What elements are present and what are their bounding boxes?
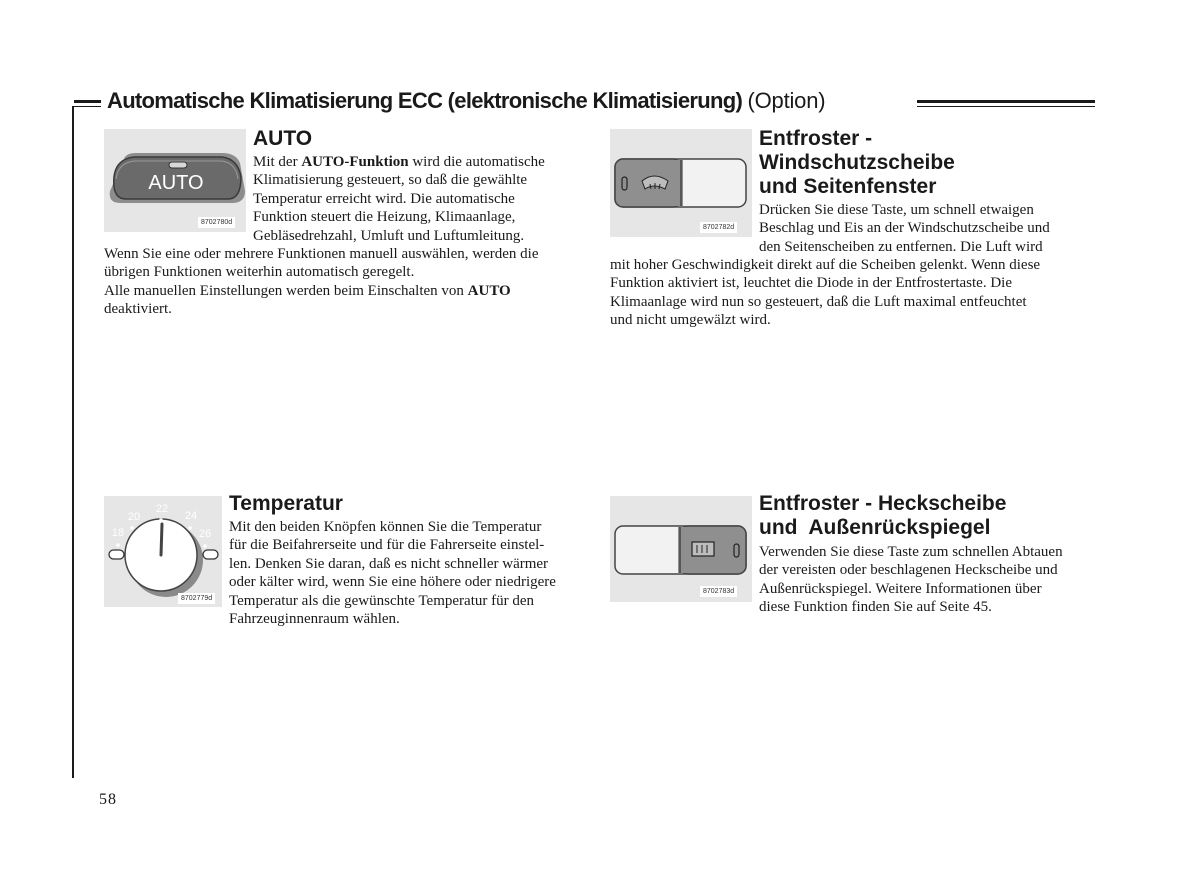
heading-line: Windschutzscheibe: [759, 151, 955, 174]
title-rule-left: [74, 100, 101, 107]
text-line: Mit den beiden Knöpfen können Sie die Temperatur: [229, 519, 542, 535]
temperature-dial-illustration: [104, 496, 222, 607]
text-line: übrigen Funktionen weiterhin automatisch geregelt.: [104, 264, 415, 281]
text-line: Beschlag und Eis an der Windschutzscheibe und: [759, 220, 1050, 237]
dial-value-24: 24: [184, 510, 198, 522]
dial-value-18: 18: [111, 527, 125, 539]
text-line: Drücken Sie diese Taste, um schnell etwaigen: [759, 202, 1034, 218]
text-line: Temperatur erreicht wird. Die automatische: [253, 190, 515, 207]
text-line: der vereisten oder beschlagenen Heckscheibe und: [759, 562, 1058, 579]
text-line: Klimaanlage wird nun so gesteuert, daß die Luft maximal entfeuchtet: [610, 293, 1027, 310]
defrost-front-figure-code: 8702782d: [700, 222, 737, 233]
defrost-rear-figure-code: 8702783d: [700, 586, 737, 597]
text-line: len. Denken Sie daran, daß es nicht schneller wärmer: [229, 555, 549, 572]
auto-heading: AUTO: [253, 127, 313, 150]
text-line: deaktiviert.: [104, 301, 172, 318]
text-line: den Seitenscheiben zu entfernen. Die Luft wird: [759, 238, 1043, 255]
text-line: und nicht umgewälzt wird.: [610, 312, 771, 329]
heading-line: Entfroster -: [759, 127, 873, 150]
text-line: diese Funktion finden Sie auf Seite 45.: [759, 599, 992, 616]
text-line: für die Beifahrerseite und für die Fahrerseite einstel-: [229, 537, 545, 554]
defrost-front-text-block-1: [759, 201, 1050, 256]
auto-button-figure: [104, 129, 246, 232]
text-line: Außenrückspiegel. Weitere Informationen über: [759, 580, 1042, 597]
text-line: Wenn Sie eine oder mehrere Funktionen manuell auswählen, werden die: [104, 246, 539, 262]
defrost-rear-text: [759, 543, 1063, 617]
page-title: [107, 88, 825, 114]
page-number: 58: [99, 791, 117, 808]
heading-line: und Außenrückspiegel: [759, 516, 991, 539]
page-title-main: Automatische Klimatisierung ECC (elektronische Klimatisierung): [107, 88, 743, 113]
left-margin-rule: [72, 106, 74, 778]
text-line: Klimatisierung gesteuert, so daß die gewählte: [253, 172, 528, 189]
temperature-heading: Temperatur: [229, 492, 343, 515]
defrost-front-heading: [759, 127, 955, 199]
auto-text-block-2: [104, 245, 538, 319]
heading-line: Entfroster - Heckscheibe: [759, 492, 1007, 515]
text-line: Temperatur als die gewünschte Temperatur für den: [229, 592, 535, 609]
defrost-rear-figure: [610, 496, 752, 602]
dial-value-22: 22: [155, 503, 169, 515]
auto-button-label: AUTO: [148, 172, 204, 194]
title-rule-right: [917, 100, 1095, 107]
auto-text-block-1: [253, 153, 545, 245]
defrost-rear-heading: [759, 492, 1006, 540]
text-line: Alle manuellen Einstellungen werden beim Einschalten von AUTO: [104, 282, 511, 299]
dial-value-20: 20: [127, 511, 141, 523]
defrost-front-illustration: [610, 129, 752, 237]
text-line: oder kälter wird, wenn Sie eine höhere oder niedrigere: [229, 574, 556, 591]
text-line: Gebläsedrehzahl, Umluft und Luftumleitung.: [253, 227, 525, 244]
defrost-front-text-block-2: [610, 256, 1040, 330]
text-line: Funktion steuert die Heizung, Klimaanlage,: [253, 209, 516, 226]
text-line: mit hoher Geschwindigkeit direkt auf die Scheiben gelenkt. Wenn diese: [610, 257, 1041, 273]
temperature-dial-figure: [104, 496, 222, 607]
text-line: Funktion aktiviert ist, leuchtet die Diode in der Entfrostertaste. Die: [610, 275, 1012, 292]
defrost-front-figure: [610, 129, 752, 237]
text-line: Verwenden Sie diese Taste zum schnellen Abtauen: [759, 544, 1063, 560]
dial-value-26: 26: [198, 528, 212, 540]
text-line: Fahrzeuginnenraum wählen.: [229, 611, 400, 628]
temperature-text: [229, 518, 556, 628]
heading-line: und Seitenfenster: [759, 175, 937, 198]
auto-figure-code: 8702780d: [198, 217, 235, 228]
temperature-figure-code: 8702779d: [178, 593, 215, 604]
text-line: Mit der AUTO-Funktion wird die automatische: [253, 154, 545, 170]
page-title-suffix: (Option): [747, 88, 826, 113]
